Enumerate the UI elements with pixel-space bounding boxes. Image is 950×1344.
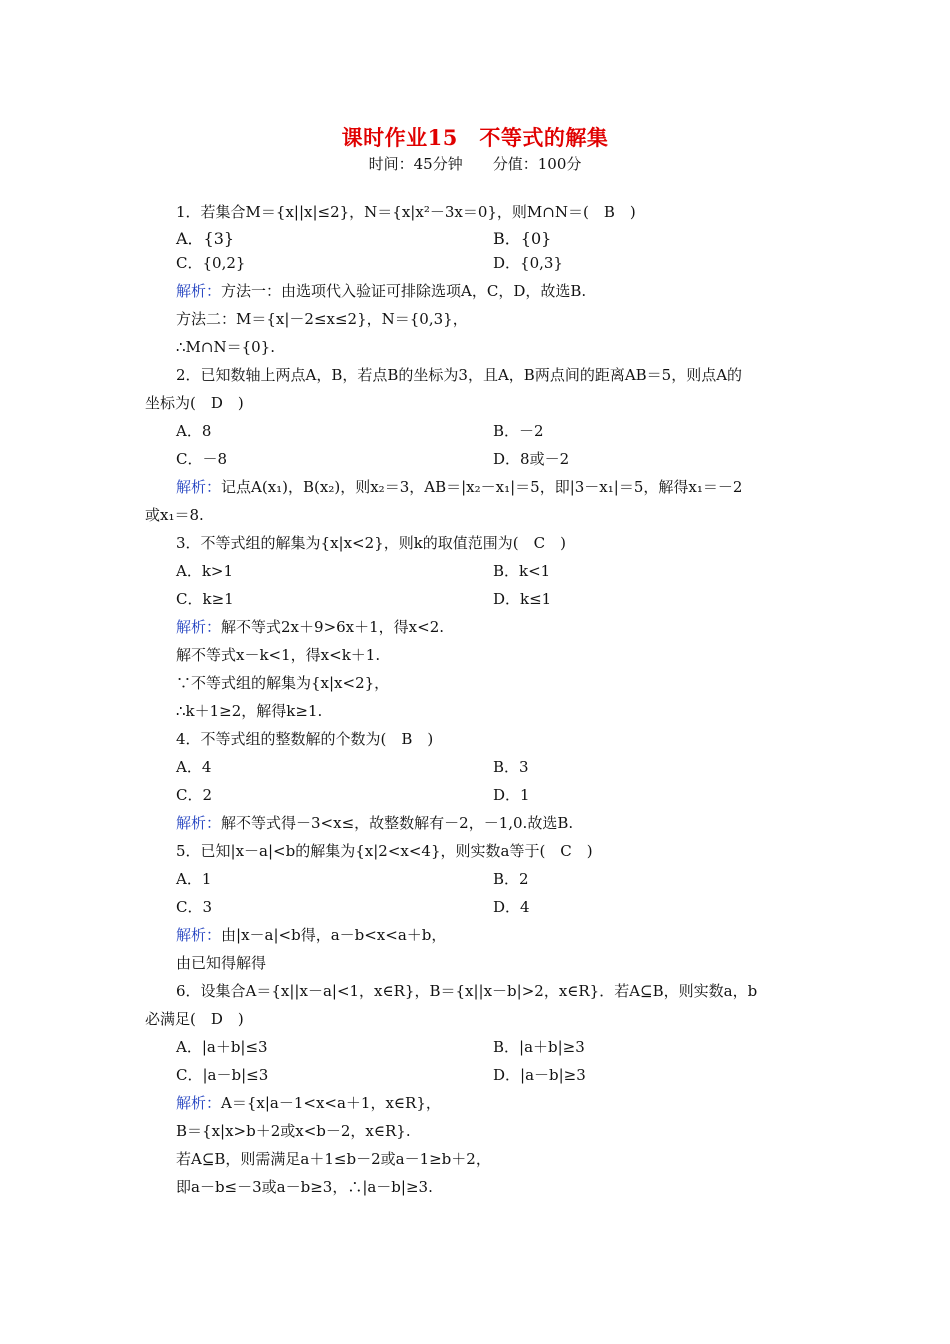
question-4-analysis <box>145 809 810 837</box>
question-list <box>145 198 810 1201</box>
question-2-analysis <box>145 473 810 501</box>
question-5-options-row-1 <box>145 865 810 893</box>
option-d: D．{0,3} <box>493 254 563 272</box>
question-2-options-row-1 <box>145 417 810 445</box>
option-c: C．－8 <box>176 450 228 468</box>
question-1-options-row-1 <box>145 226 810 249</box>
analysis-label: 解析： <box>176 618 222 636</box>
option-d: D．1 <box>493 786 530 804</box>
question-5-options-row-2 <box>145 893 810 921</box>
option-c: C．2 <box>176 786 213 804</box>
option-b: B．|a＋b|≥3 <box>493 1038 585 1056</box>
question-3-options-row-2 <box>145 585 810 613</box>
question-6-stem: 6．设集合A＝{x||x－a|<1，x∈R}，B＝{x||x－b|>2，x∈R}．若A⊆B，则实数a，b <box>176 982 758 1000</box>
option-b: B．k<1 <box>493 562 551 580</box>
analysis-line: B＝{x|x>b＋2或x<b－2，x∈R}. <box>176 1122 411 1140</box>
analysis-label: 解析： <box>176 814 222 832</box>
option-b: B．2 <box>493 870 529 888</box>
page-title: 课时作业15 不等式的解集 <box>341 125 609 150</box>
question-4-options-row-1 <box>145 753 810 781</box>
question-3-analysis <box>145 613 810 641</box>
analysis-continued: 或x₁＝8. <box>145 506 204 524</box>
question-4-stem: 4．不等式组的整数解的个数为( B ) <box>176 730 434 748</box>
option-b: B．{0} <box>493 229 552 248</box>
analysis-line: 若A⊆B，则需满足a＋1≤b－2或a－1≥b＋2， <box>176 1150 491 1168</box>
question-1-analysis <box>145 277 810 305</box>
analysis-text: 方法一：由选项代入验证可排除选项A，C，D，故选B. <box>221 282 587 300</box>
analysis-label: 解析： <box>176 1094 222 1112</box>
analysis-line: ∴k＋1≥2，解得k≥1. <box>176 702 323 720</box>
analysis-label: 解析： <box>176 478 222 496</box>
question-6-options-row-1 <box>145 1033 810 1061</box>
analysis-text: 解不等式2x＋9>6x＋1，得x<2. <box>221 618 445 636</box>
question-2-stem: 2．已知数轴上两点A，B，若点B的坐标为3，且A，B两点间的距离AB＝5，则点A的 <box>176 366 743 384</box>
option-d: D．8或－2 <box>493 450 570 468</box>
option-a: A．1 <box>176 870 212 888</box>
question-3-stem: 3．不等式组的解集为{x|x<2}，则k的取值范围为( C ) <box>176 534 566 552</box>
option-c: C．{0,2} <box>176 254 246 272</box>
option-b: B．3 <box>493 758 529 776</box>
analysis-line: 即a－b≤－3或a－b≥3，∴|a－b|≥3. <box>176 1178 433 1196</box>
question-5-analysis <box>145 921 810 949</box>
analysis-line: ∴M∩N＝{0}. <box>176 338 275 356</box>
analysis-text: 解不等式得－3<x≤，故整数解有－2，－1,0.故选B. <box>221 814 574 832</box>
option-b: B．－2 <box>493 422 544 440</box>
analysis-line: 方法二：M＝{x|－2≤x≤2}，N＝{0,3}， <box>176 310 468 328</box>
analysis-label: 解析： <box>176 926 222 944</box>
analysis-line: 由已知得解得 <box>176 954 267 972</box>
option-d: D．|a－b|≥3 <box>493 1066 586 1084</box>
option-a: A．4 <box>176 758 212 776</box>
option-a: A．{3} <box>176 229 235 248</box>
option-a: A．8 <box>176 422 212 440</box>
question-6-options-row-2 <box>145 1061 810 1089</box>
analysis-text: A＝{x|a－1<x<a＋1，x∈R}， <box>221 1094 441 1112</box>
question-5-stem: 5．已知|x－a|<b的解集为{x|2<x<4}，则实数a等于( C ) <box>176 842 593 860</box>
analysis-line: 解不等式x－k<1，得x<k＋1. <box>176 646 381 664</box>
question-6-analysis <box>145 1089 810 1117</box>
option-a: A．|a＋b|≤3 <box>176 1038 268 1056</box>
option-d: D．4 <box>493 898 530 916</box>
question-1-stem: 1．若集合M＝{x||x|≤2}，N＝{x|x²－3x＝0}，则M∩N＝( B ) <box>176 203 636 221</box>
option-d: D．k≤1 <box>493 590 552 608</box>
question-2-options-row-2 <box>145 445 810 473</box>
question-4-options-row-2 <box>145 781 810 809</box>
page-subtitle: 时间：45分钟 分值：100分 <box>368 155 582 173</box>
analysis-label: 解析： <box>176 282 222 300</box>
question-3-options-row-1 <box>145 557 810 585</box>
option-c: C．|a－b|≤3 <box>176 1066 269 1084</box>
analysis-text: 记点A(x₁)，B(x₂)，则x₂＝3，AB＝|x₂－x₁|＝5，即|3－x₁|＝5，解得x₁＝－2 <box>221 478 743 496</box>
option-c: C．k≥1 <box>176 590 234 608</box>
question-6-stem-continued: 必满足( D ) <box>145 1010 244 1028</box>
question-2-stem-continued: 坐标为( D ) <box>145 394 244 412</box>
question-1-options-row-2 <box>145 249 810 277</box>
analysis-text: 由|x－a|<b得，a－b<x<a＋b， <box>221 926 447 944</box>
analysis-line: ∵不等式组的解集为{x|x<2}， <box>176 674 390 692</box>
option-a: A．k>1 <box>176 562 234 580</box>
option-c: C．3 <box>176 898 213 916</box>
